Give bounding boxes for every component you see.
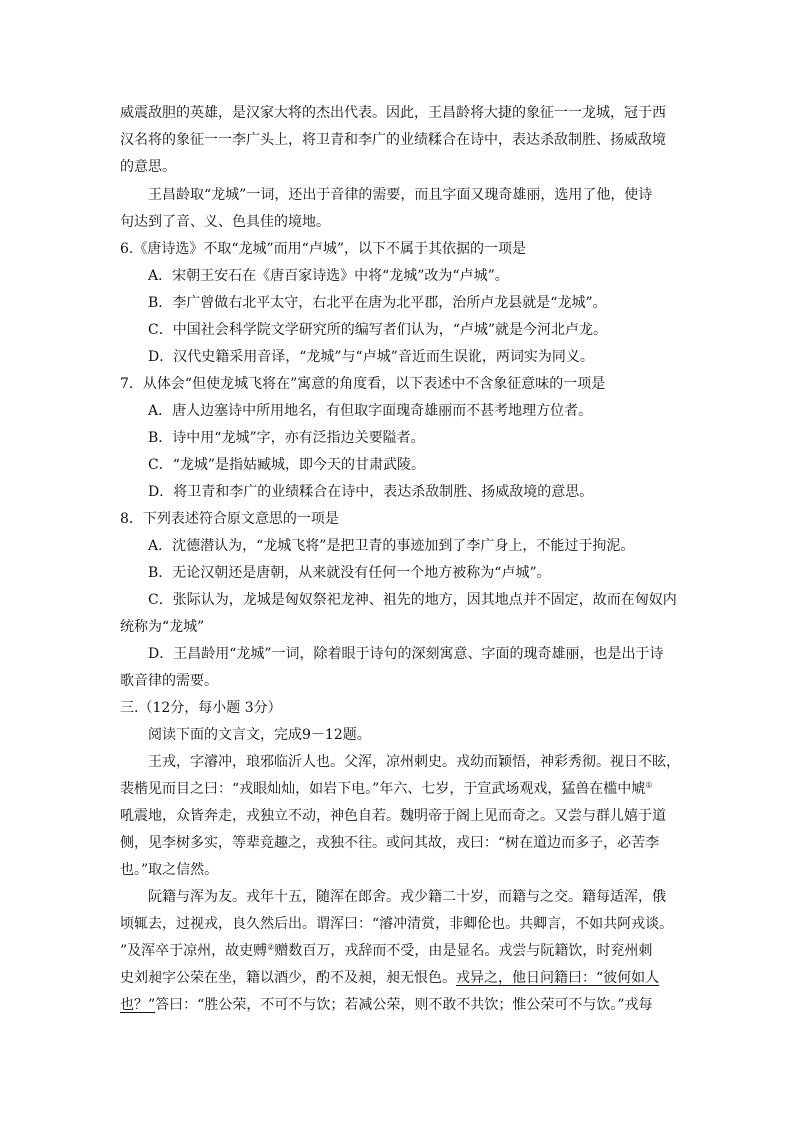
- option-a: A．沈德潜认为，“龙城飞将”是把卫青的事迹加到了李广身上，不能过于拘泥。: [148, 538, 635, 554]
- section-heading: 三.（12分，每小题 3分）: [120, 700, 282, 716]
- text-line: 的意思。: [120, 159, 176, 175]
- passage-line: 王戎，字濬冲，琅邪临沂人也。父浑，凉州刺史。戎幼而颖悟，神彩秀彻。视日不眩，: [148, 754, 680, 770]
- option-b: B．李广曾做右北平太守，右北平在唐为北平郡，治所卢龙县就是“龙城”。: [148, 295, 607, 311]
- option-d: D．王昌龄用“龙城”一词，除着眼于诗句的深刻寓意、字面的瑰奇雄丽，也是出于诗: [148, 646, 664, 662]
- passage-text: 赠数百万，戎辞而不受，由是显名。戎尝与阮籍饮，时兖州刺: [274, 943, 653, 959]
- question-7: 7．从体会“但使龙城飞将在”寓意的角度看，以下表述中不含象征意味的一项是: [120, 376, 606, 392]
- passage-line: 也。”取之信然。: [120, 862, 219, 878]
- option-b: B．无论汉朝还是唐朝，从来就没有任何一个地方被称为“卢城”。: [148, 565, 551, 581]
- passage-line: 阮籍与浑为友。戎年十五，随浑在郎舍。戎少籍二十岁，而籍与之交。籍每适浑，俄: [148, 889, 666, 905]
- underlined-sentence: 戎异之，他日问籍曰：“彼何如人: [456, 970, 660, 986]
- passage-line: [120, 781, 680, 797]
- footnote-mark: ①: [645, 781, 653, 790]
- footnote-mark: ②: [267, 943, 275, 952]
- passage-line: 侧，见李树多实，等辈竞趣之，戎独不往。或问其故，戎曰：“树在道边而多子，必苦李: [120, 835, 660, 851]
- option-c: C．张际认为，龙城是匈奴祭祀龙神、祖先的地方，因其地点并不固定，故而在匈奴内: [148, 592, 677, 608]
- option-c-cont: 统称为“龙城”: [120, 619, 205, 635]
- option-d: D．将卫青和李广的业绩糅合在诗中，表达杀敌制胜、扬威敌境的意思。: [148, 484, 594, 500]
- passage-line: [120, 997, 680, 1013]
- instruction-text: 阅读下面的文言文，完成9－12题。: [148, 727, 371, 743]
- question-8: 8．下列表述符合原文意思的一项是: [120, 511, 339, 527]
- passage-text: 答曰：“胜公荣，不可不与饮；若减公荣，则不敢不共饮；惟公荣可不与饮。”戎每: [155, 997, 653, 1013]
- option-d-cont: 歌音律的需要。: [120, 673, 218, 689]
- text-line: 句达到了音、义、色具佳的境地。: [120, 214, 330, 230]
- passage-line: [120, 943, 680, 959]
- passage-line: 顷辄去，过视戎，良久然后出。谓浑曰：“濬冲清赏，非卿伦也。共卿言，不如共阿戎谈。: [120, 916, 674, 932]
- text-line: 汉名将的象征一一李广头上，将卫青和李广的业绩糅合在诗中，表达杀敌制胜、扬威敌境: [120, 132, 666, 148]
- passage-text: 裴楷见而目之曰：“戎眼灿灿，如岩下电。”年六、七岁，于宣武场观戏，猛兽在槛中虓: [120, 781, 646, 797]
- underlined-sentence: 也？”: [120, 997, 156, 1013]
- text-line: 威震敌胆的英雄，是汉家大将的杰出代表。因此，王昌龄将大捷的象征一一龙城，冠于西: [120, 105, 666, 121]
- passage-text: 史刘昶字公荣在坐，籍以酒少，酌不及昶，昶无恨色。: [120, 970, 456, 986]
- option-c: C．中国社会科学院文学研究所的编写者们认为，“卢城”就是今河北卢龙。: [148, 322, 608, 338]
- option-a: A．宋朝王安石在《唐百家诗选》中将“龙城”改为“卢城”。: [148, 268, 509, 284]
- passage-text: ”及浑卒于凉州，故吏赙: [120, 943, 268, 959]
- option-d: D．汉代史籍采用音译，“龙城”与“卢城”音近而生误讹，两词实为同义。: [148, 349, 594, 365]
- option-a: A．唐人边塞诗中所用地名，有但取字面瑰奇雄丽而不甚考地理方位者。: [148, 403, 593, 419]
- passage-line: [120, 970, 680, 986]
- passage-line: 吼震地，众皆奔走，戎独立不动，神色自若。魏明帝于阁上见而奇之。又尝与群儿嬉于道: [120, 808, 666, 824]
- option-b: B．诗中用“龙城”字，亦有泛指边关要隘者。: [148, 430, 425, 446]
- question-6: 6.《唐诗选》不取“龙城”而用“卢城”，以下不属于其依据的一项是: [120, 241, 526, 257]
- text-line: 王昌龄取“龙城”一词，还出于音律的需要，而且字面又瑰奇雄丽，选用了他，使诗: [148, 187, 653, 203]
- option-c: C．“龙城”是指姑臧城，即今天的甘肃武陵。: [148, 457, 426, 473]
